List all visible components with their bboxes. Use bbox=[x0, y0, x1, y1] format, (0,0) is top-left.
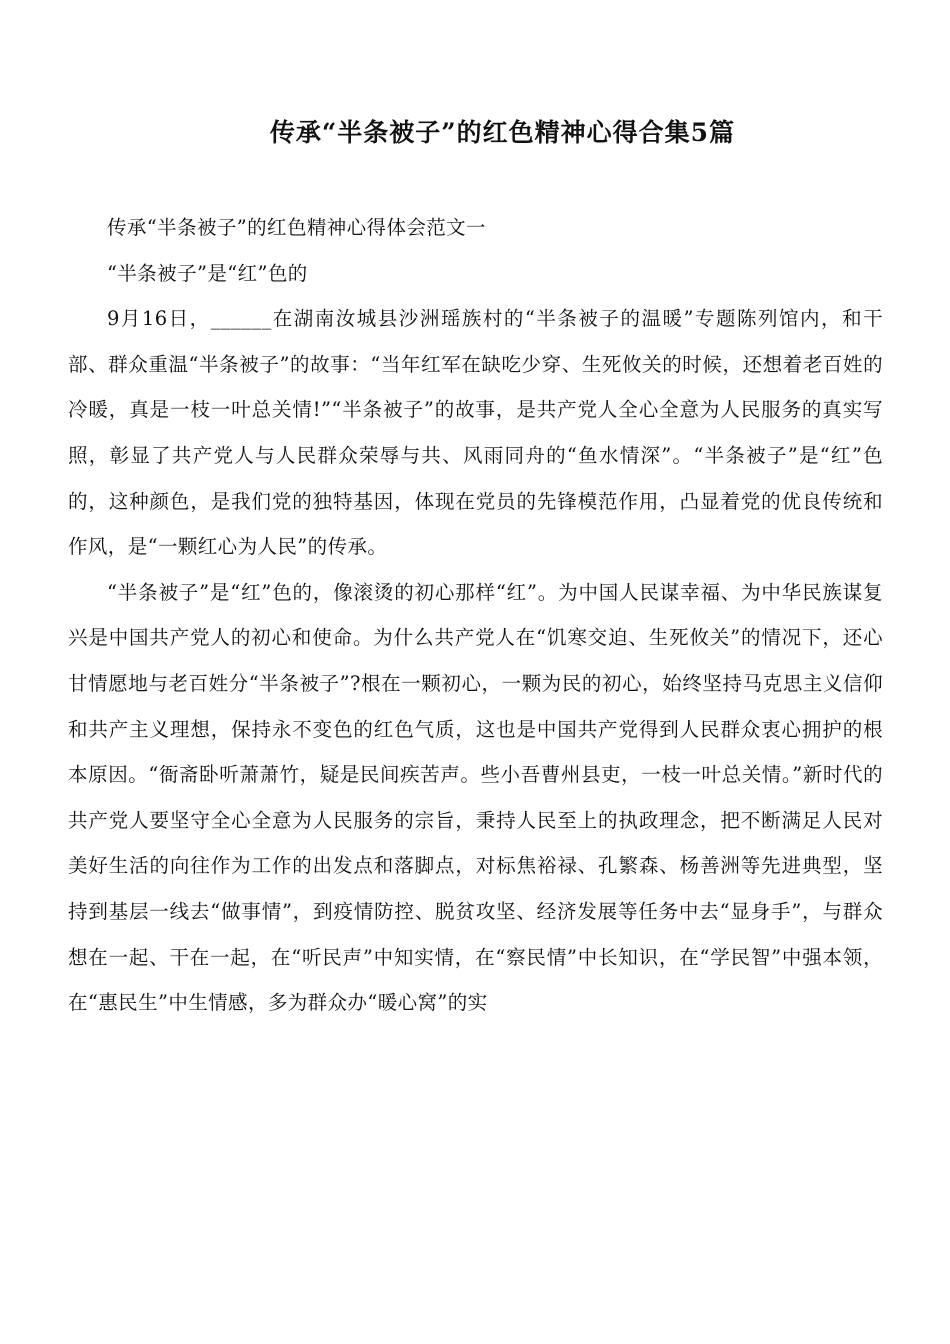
paragraph: 9月16日，______在湖南汝城县沙洲瑶族村的“半条被子的温暖”专题陈列馆内，和干部、群众重温“半条被子”的故事：“当年红军在缺吃少穿、生死攸关的时候，还想着老百姓的冷暖，真是一枝一叶总关情!”“半条被子”的故事，是共产党人全心全意为人民服务的真实写照，彰显了共产党人与人民群众荣辱与共、风雨同舟的“鱼水情深”。“半条被子”是“红”色的，这种颜色，是我们党的独特基因，体现在党员的先锋模范作用，凸显着党的优良传统和作风，是“一颗红心为人民”的传承。 bbox=[68, 307, 883, 559]
subtitle-line: 传承“半条被子”的红色精神心得体会范文一 bbox=[107, 216, 486, 239]
paragraph: “半条被子”是“红”色的，像滚烫的初心那样“红”。为中国人民谋幸福、为中华民族谋复兴是中国共产党人的初心和使命。为什么共产党人在“饥寒交迫、生死攸关”的情况下，还心甘情愿地与老百姓分“半条被子”?根在一颗初心，一颗为民的初心，始终坚持马克思主义信仰和共产主义理想，保持永不变色的红色气质，这也是中国共产党得到人民群众衷心拥护的根本原因。“衙斋卧听萧萧竹，疑是民间疾苦声。些小吾曹州县吏，一枝一叶总关情。”新时代的共产党人要坚守全心全意为人民服务的宗旨，秉持人民至上的执政理念，把不断满足人民对美好生活的向往作为工作的出发点和落脚点，对标焦裕禄、孔繁森、杨善洲等先进典型，坚持到基层一线去“做事情”，到疫情防控、脱贫攻坚、经济发展等任务中去“显身手”，与群众想在一起、干在一起，在“听民声”中知实情，在“察民情”中长知识，在“学民智”中强本领，在“惠民生”中生情感，多为群众办“暖心窝”的实 bbox=[68, 580, 883, 1015]
document-title: 传承“半条被子”的红色精神心得合集5篇 bbox=[269, 117, 736, 147]
document-body bbox=[68, 205, 883, 1026]
section-heading: “半条被子”是“红”色的 bbox=[107, 261, 308, 285]
